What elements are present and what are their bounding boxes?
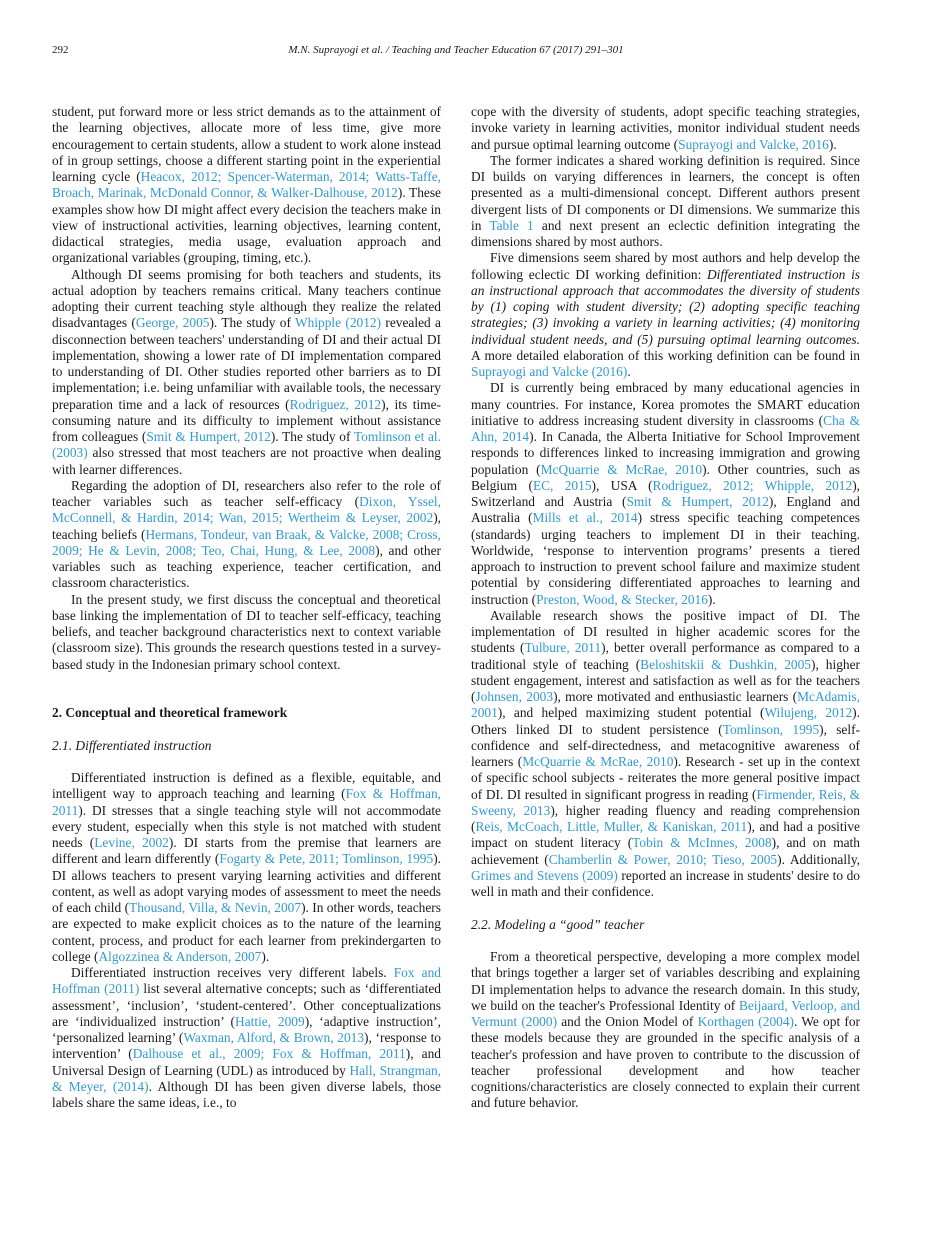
right-column xyxy=(471,104,860,1112)
citation-link[interactable]: Whipple (2012) xyxy=(294,315,382,331)
text-run: ). DI allows teachers to present varying learning activities and different content, as well as adopt varying modes of assessment to meet the needs of each child ( xyxy=(52,851,441,915)
citation-link[interactable]: Fox & Hoffman, 2011 xyxy=(52,786,441,818)
citation-link[interactable]: Waxman, Alford, & Brown, 2013 xyxy=(183,1030,365,1045)
text-run: ), and on math achievement ( xyxy=(471,835,860,867)
page-number: 292 xyxy=(52,44,69,56)
citation-link[interactable]: Thousand, Villa, & Nevin, 2007 xyxy=(129,900,302,915)
subsection-heading: 2.1. Differentiated instruction xyxy=(52,737,212,753)
citation-link[interactable]: Chamberlin & Power, 2010; Tieso, 2005 xyxy=(548,851,778,867)
citation-link[interactable]: Fogarty & Pete, 2011; Tomlinson, 1995 xyxy=(219,851,434,867)
paragraph xyxy=(52,592,441,673)
citation-link[interactable]: Table 1 xyxy=(489,217,534,233)
text-run: ), and helped maximizing student potential ( xyxy=(497,705,765,721)
text-run: The former indicates a shared working definition is required. Since DI builds on varying differences in learners, the concept is often presented as a multi-dimensional concept. Different authors present divergent lists of DI components or DI dimensions. We summarize this in xyxy=(471,152,860,233)
text-run: ), England and Australia ( xyxy=(471,494,860,526)
citation-link[interactable]: Wilujeng, 2012 xyxy=(764,705,853,721)
citation-link[interactable]: Fox and Hoffman (2011) xyxy=(52,965,441,997)
text-run: ) stress specific teaching competences (standards) urging teachers to implement DI in their teaching. Worldwide, ‘response to intervention programs’ presents a tiered approach to instruction to prevent school failure and maximize student potential by considering differentiated approaches to learning and instruction ( xyxy=(471,510,860,607)
citation-link[interactable]: McAdamis, 2001 xyxy=(471,689,860,721)
text-run: ). Other countries, such as Belgium ( xyxy=(471,461,860,493)
paragraph xyxy=(471,250,860,380)
text-run: Five dimensions seem shared by most authors and help develop the following eclectic DI working definition: xyxy=(471,250,860,282)
citation-link[interactable]: Hall, Strangman, & Meyer, (2014) xyxy=(52,1062,441,1094)
section-heading: 2. Conceptual and theoretical framework xyxy=(52,705,288,720)
text-run: ), higher reading fluency and reading comprehension ( xyxy=(471,802,860,834)
citation-link[interactable]: Grimes and Stevens (2009) xyxy=(471,867,618,883)
citation-link[interactable]: Johnsen, 2003 xyxy=(475,689,554,704)
text-run: Differentiated instruction receives very different labels. xyxy=(71,965,394,980)
citation-link[interactable]: Cha & Ahn, 2014 xyxy=(471,412,861,444)
text-run: ), and had a positive impact on student literacy ( xyxy=(471,819,860,851)
page-header xyxy=(52,44,860,60)
text-run: student, put forward more or less strict demands as to the attainment of the learning objectives, allocate more of less time, give more encouragement to certain students, allow a student to work alone instead of in group settings, choose a different starting point in the experiential learning cycle ( xyxy=(52,104,441,184)
paragraph xyxy=(52,478,441,592)
text-run: ), better overall performance as compared to a traditional style of teaching ( xyxy=(471,640,860,672)
citation-link[interactable]: Tomlinson et al. (2003) xyxy=(52,429,441,461)
text-run: . We opt for these models because they are grounded in the specific analysis of a teacher's profession and have proven to contribute to the discussion of teacher professional development and how teacher cognitions/characteristics are closely connected to explain their current and future behavior. xyxy=(471,1014,860,1111)
text-run: ). These examples show how DI might affect every decision the teachers make in view of instructional activities, learning objectives, learning content, didactical strategies, media usage, evaluation approach and organizational variables (grouping, timing, etc.). xyxy=(52,185,441,266)
citation-link[interactable]: Dalhouse et al., 2009; Fox & Hoffman, 2011 xyxy=(132,1046,406,1062)
text-run: and the Onion Model of xyxy=(557,1014,698,1029)
subsection-heading: 2.2. Modeling a “good” teacher xyxy=(471,916,645,932)
text-run: ), ‘response to intervention’ ( xyxy=(52,1030,441,1062)
paragraph xyxy=(471,380,860,608)
paragraph xyxy=(52,267,441,478)
citation-link[interactable]: George, 2005 xyxy=(135,315,210,331)
left-column xyxy=(52,104,441,1111)
citation-link[interactable]: Reis, McCoach, Little, Muller, & Kaniskan, 2011 xyxy=(475,819,748,834)
text-run: cope with the diversity of students, adopt specific teaching strategies, invoke variety in learning activities, monitor individual student needs and pursue optimal learning outcome ( xyxy=(471,104,860,152)
text-run: ), teaching beliefs ( xyxy=(52,510,441,542)
text-run: Differentiated instruction is defined as a flexible, equitable, and intelligent way to approach teaching and learning ( xyxy=(52,770,441,802)
text-run: Available research shows the positive impact of DI. The implementation of DI resulted in higher academic scores for the students ( xyxy=(471,607,860,656)
citation-link[interactable]: McQuarrie & McRae, 2010 xyxy=(522,754,674,769)
citation-link[interactable]: Tulbure, 2011 xyxy=(524,640,602,656)
text-run: revealed a disconnection between teachers' understanding of DI and their actual DI implementation, showing a lower rate of DI implementation compared to understanding of DI. Other studies reported other barriers as to DI implementation; i.e. being unfamiliar with available tools, the necessary preparation time and a lack of resources ( xyxy=(52,315,441,412)
text-run: ). xyxy=(261,948,270,964)
citation-link[interactable]: McQuarrie & McRae, 2010 xyxy=(540,461,703,477)
citation-link[interactable]: Rodriguez, 2012; Whipple, 2012 xyxy=(652,477,853,493)
text-run: ). Research - set up in the context of specific school subjects - reiterates the more general positive impact of DI. DI resulted in significant progress in reading ( xyxy=(471,754,860,802)
citation-link[interactable]: Hermans, Tondeur, van Braak, & Valcke, 2008; Cross, 2009; He & Levin, 2008; Teo, Chai, Hung, & Lee, 2008 xyxy=(52,526,441,558)
text-run: list several alternative concepts; such as ‘differentiated assessment’, ‘inclusion’, ‘student-centered’. Other conceptualizations are ‘individualized instruction’ ( xyxy=(52,981,441,1029)
text-run: ). The study of xyxy=(209,315,295,331)
text-run: ), self-confidence and self-directedness, and metacognitive awareness of learners ( xyxy=(471,721,860,769)
citation-link[interactable]: Beijaard, Verloop, and Vermunt (2000) xyxy=(471,997,860,1029)
text-run: also stressed that most teachers are not proactive when dealing with learner differences. xyxy=(52,445,441,477)
citation-link[interactable]: Hattie, 2009 xyxy=(235,1013,305,1029)
citation-link[interactable]: Algozzinea & Anderson, 2007 xyxy=(98,948,262,964)
running-title: M.N. Suprayogi et al. / Teaching and Teacher Education 67 (2017) 291–301 xyxy=(288,44,624,56)
paragraph xyxy=(471,949,860,1112)
citation-link[interactable]: EC, 2015 xyxy=(532,477,592,493)
citation-link[interactable]: Mills et al., 2014 xyxy=(532,510,638,526)
paragraph xyxy=(52,965,441,1111)
text-run: ). In Canada, the Alberta Initiative for School Improvement responds to differences linked to increasing immigration and growing population ( xyxy=(471,429,860,477)
text-run: ). Others linked DI to student persistence ( xyxy=(471,705,860,737)
text-run: ). DI starts from the premise that learners are different and learn differently ( xyxy=(52,835,442,867)
citation-link[interactable]: Levine, 2002 xyxy=(94,835,169,850)
citation-link[interactable]: Heacox, 2012; Spencer-Waterman, 2014; Watts-Taffe, Broach, Marinak, McDonald Connor, & Walker-Dalhouse, 2012 xyxy=(52,169,441,201)
text-run: ). DI stresses that a single teaching style will not accommodate every student, especially when this style is not matched with student needs ( xyxy=(52,802,441,850)
text-run: reported an increase in students' desire to do well in math and their confidence. xyxy=(471,867,860,899)
text-run: . xyxy=(627,364,631,379)
paragraph xyxy=(52,104,441,267)
text-run: ). The study of xyxy=(270,429,354,444)
citation-link[interactable]: Korthagen (2004) xyxy=(697,1014,795,1029)
text-run: DI is currently being embraced by many educational agencies in many countries. For instance, Korea promotes the SMART education initiative to address increasing student diversity in classrooms ( xyxy=(471,380,860,428)
text-run: ), and other variables such as teaching experience, teacher certification, and classroom characteristics. xyxy=(52,542,441,591)
text-run: ), higher student engagement, interest and satisfaction as well as for the teachers ( xyxy=(471,656,860,704)
text-run: and next present an eclectic definition integrating the dimensions shared by most authors. xyxy=(471,217,861,249)
text-run: From a theoretical perspective, developing a more complex model that brings together a larger set of variables describing and explaining DI implementation helps to advance the research domain. In this study, we build on the teacher's Professional Identity of xyxy=(471,949,860,1013)
text-run: Although DI seems promising for both teachers and students, its actual adoption by teachers remains critical. Many teachers continue adopting their current teaching style although they realize the related disadvantages ( xyxy=(52,266,441,331)
text-run: ), and Universal Design of Learning (UDL) as introduced by xyxy=(52,1046,442,1078)
text-run: ), ‘adaptive instruction’, ‘personalized learning’ ( xyxy=(52,1013,442,1045)
citation-link[interactable]: Preston, Wood, & Stecker, 2016 xyxy=(536,591,708,607)
citation-link[interactable]: Firmender, Reis, & Sweeny, 2013 xyxy=(471,786,860,818)
italic-text: Differentiated instruction is an instructional approach that accommodates the diversity of students by (1) coping with student diversity; (2) adopting specific teaching strategies; (3) invoking a variety in learning activities; (4) monitoring individual student needs, and (5) pursuing optimal learning outcomes. xyxy=(471,266,861,347)
text-run: ). xyxy=(707,591,716,607)
text-run: ). xyxy=(828,136,837,152)
text-run: Regarding the adoption of DI, researchers also refer to the role of teacher variables such as teacher self-efficacy ( xyxy=(52,477,441,509)
text-run: ), more motivated and enthusiastic learners ( xyxy=(553,689,798,704)
text-run: ), Switzerland and Austria ( xyxy=(471,477,861,509)
paragraph xyxy=(471,104,860,153)
text-run: A more detailed elaboration of this working definition can be found in xyxy=(471,347,860,363)
text-run: . Although DI has been given diverse labels, those labels share the same ideas, i.e., to xyxy=(52,1078,441,1110)
citation-link[interactable]: Tomlinson, 1995 xyxy=(722,721,820,737)
citation-link[interactable]: Suprayogi and Valcke (2016) xyxy=(471,364,628,379)
citation-link[interactable]: Tobin & McInnes, 2008 xyxy=(632,835,772,851)
paragraph xyxy=(471,153,860,251)
citation-link[interactable]: Smit & Humpert, 2012 xyxy=(146,429,271,444)
paragraph xyxy=(52,770,441,965)
citation-link[interactable]: Dixon, Yssel, McConnell, & Hardin, 2014; Wan, 2015; Wertheim & Leyser, 2002 xyxy=(52,494,441,526)
text-run: ), USA ( xyxy=(591,477,653,493)
text-run: ). Additionally, xyxy=(777,851,860,867)
citation-link[interactable]: Suprayogi and Valcke, 2016 xyxy=(678,136,829,152)
text-run: In the present study, we first discuss the conceptual and theoretical base linking the implementation of DI to teacher self-efficacy, teaching beliefs, and teacher background characteristics next to context variable (classroom size). This grounds the research questions tested in a survey-based study in the Indonesian primary school context. xyxy=(52,591,441,672)
citation-link[interactable]: Rodriguez, 2012 xyxy=(289,396,382,412)
text-run: ). In other words, teachers are expected to make explicit choices as to the nature of the learning content, process, and product for each learner from prekindergarten to college ( xyxy=(52,900,441,964)
citation-link[interactable]: Beloshitskii & Dushkin, 2005 xyxy=(640,656,811,672)
citation-link[interactable]: Smit & Humpert, 2012 xyxy=(626,494,769,509)
paragraph xyxy=(471,608,860,901)
text-run: ), its time-consuming nature and its difficulty to implement without assistance from colleagues ( xyxy=(52,396,441,444)
